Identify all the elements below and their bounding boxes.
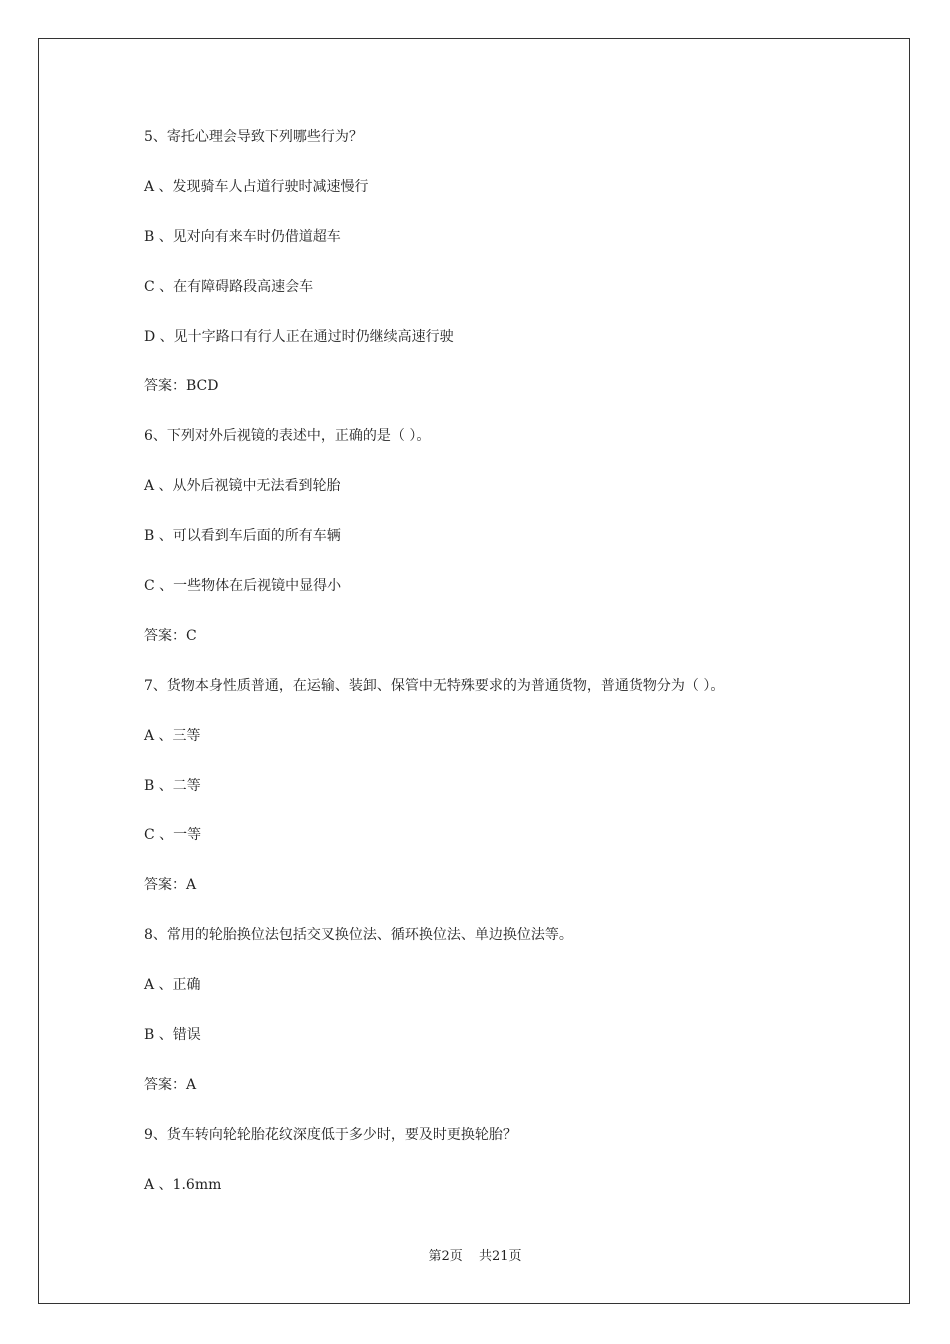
question-text: 8、常用的轮胎换位法包括交叉换位法、循环换位法、单边换位法等。 — [144, 927, 573, 944]
question-6 — [144, 426, 864, 675]
option-a: A 、三等 — [144, 727, 201, 744]
question-7 — [144, 676, 864, 925]
option-b: B 、可以看到车后面的所有车辆 — [144, 528, 341, 545]
option-a: A 、1.6mm — [144, 1176, 222, 1193]
question-text: 6、下列对外后视镜的表述中，正确的是（ ）。 — [144, 428, 431, 445]
option-d: D 、见十字路口有行人正在通过时仍继续高速行驶 — [144, 328, 454, 345]
question-8 — [144, 925, 864, 1125]
answer: 答案：C — [144, 627, 197, 644]
answer: 答案：A — [144, 1076, 197, 1093]
option-c: C 、一等 — [144, 827, 202, 844]
option-b: B 、见对向有来车时仍借道超车 — [144, 228, 341, 245]
question-text: 5、寄托心理会导致下列哪些行为？ — [144, 129, 363, 145]
page-total: 共21页 — [478, 1249, 522, 1264]
question-list — [144, 127, 864, 1225]
option-c: C 、一些物体在后视镜中显得小 — [144, 578, 342, 595]
answer: 答案：A — [144, 877, 197, 894]
option-b: B 、二等 — [144, 777, 201, 794]
option-a: A 、正确 — [144, 977, 201, 994]
question-text: 7、货物本身性质普通，在运输、装卸、保管中无特殊要求的为普通货物，普通货物分为（ ）。 — [144, 677, 725, 694]
option-b: B 、错误 — [144, 1027, 201, 1044]
option-a: A 、发现骑车人占道行驶时减速慢行 — [144, 178, 369, 195]
option-c: C 、在有障碍路段高速会车 — [144, 278, 314, 295]
option-a: A 、从外后视镜中无法看到轮胎 — [144, 478, 341, 495]
page-number: 第2页 — [428, 1249, 463, 1264]
answer: 答案：BCD — [144, 378, 219, 395]
page-footer — [0, 1248, 950, 1266]
question-5 — [144, 127, 864, 426]
question-text: 9、货车转向轮轮胎花纹深度低于多少时，要及时更换轮胎？ — [144, 1126, 517, 1143]
question-9 — [144, 1125, 864, 1225]
